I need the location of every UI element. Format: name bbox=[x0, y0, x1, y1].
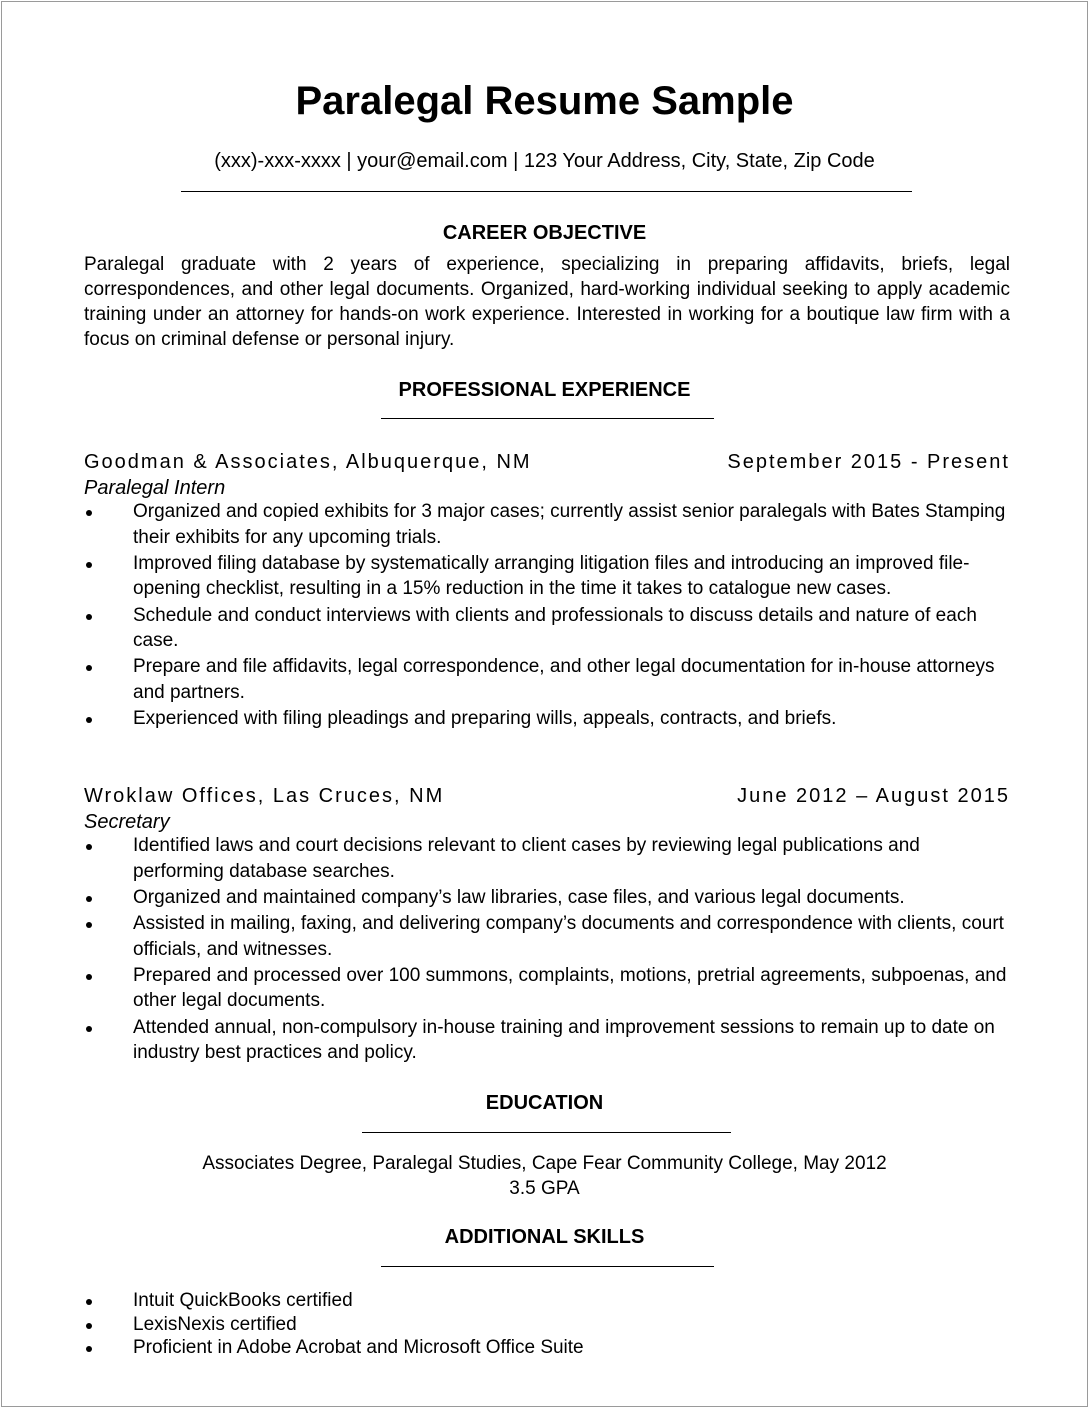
bullet-text: Improved filing database by systematically arranging litigation files and introducing an improved file-opening checklist, resulting in a 15% reduction in the time it takes to catalogue new cases. bbox=[133, 552, 970, 600]
bullet-icon bbox=[86, 1323, 92, 1329]
bullet-text: Attended annual, non-compulsory in-house training and improvement sessions to remain up to date on industry best practices and policy. bbox=[133, 1016, 995, 1064]
bullet-text: Schedule and conduct interviews with clients and professionals to discuss details and nature of each case. bbox=[133, 604, 977, 652]
skill-text: LexisNexis certified bbox=[133, 1313, 297, 1335]
contact-line: (xxx)-xxx-xxxx | your@email.com | 123 Your Address, City, State, Zip Code bbox=[214, 150, 875, 172]
bullet-icon bbox=[86, 844, 92, 850]
skill-text: Proficient in Adobe Acrobat and Microsoft Office Suite bbox=[133, 1337, 584, 1358]
education-heading-underline bbox=[362, 1132, 731, 1133]
list-item bbox=[84, 1336, 1010, 1360]
bullet-icon bbox=[86, 510, 92, 516]
professional-experience-heading: PROFESSIONAL EXPERIENCE bbox=[398, 379, 691, 401]
job-header bbox=[84, 449, 1010, 475]
experience-heading-underline bbox=[381, 418, 714, 419]
bullet-icon bbox=[86, 896, 92, 902]
job-company: Wroklaw Offices, Las Cruces, NM bbox=[84, 785, 445, 807]
job-company: Goodman & Associates, Albuquerque, NM bbox=[84, 451, 532, 473]
job-header bbox=[84, 783, 1010, 809]
list-item bbox=[84, 551, 1010, 602]
bullet-text: Assisted in mailing, faxing, and delivering company’s documents and correspondence with clients, court officials, and witnesses. bbox=[133, 912, 1004, 960]
education-heading: EDUCATION bbox=[485, 1092, 604, 1114]
skills-list bbox=[84, 1289, 1010, 1360]
bullet-icon bbox=[86, 1299, 92, 1305]
education-gpa: 3.5 GPA bbox=[509, 1178, 580, 1199]
bullet-icon bbox=[86, 665, 92, 671]
skill-text: Intuit QuickBooks certified bbox=[133, 1290, 353, 1311]
career-objective-heading: CAREER OBJECTIVE bbox=[442, 222, 647, 244]
page-title: Paralegal Resume Sample bbox=[295, 79, 794, 123]
bullet-text: Organized and maintained company’s law libraries, case files, and various legal documents. bbox=[133, 886, 905, 908]
job-bullet-list bbox=[84, 833, 1010, 1066]
additional-skills-heading: ADDITIONAL SKILLS bbox=[444, 1226, 645, 1248]
resume-page bbox=[1, 1, 1088, 1407]
bullet-text: Organized and copied exhibits for 3 major cases; currently assist senior paralegals with Bates Stamping their exhibits for any upcoming trials. bbox=[133, 501, 1006, 548]
list-item bbox=[84, 1313, 1010, 1337]
job-role: Secretary bbox=[84, 811, 170, 833]
bullet-icon bbox=[86, 1026, 92, 1032]
bullet-text: Prepared and processed over 100 summons, complaints, motions, pretrial agreements, subpoenas, and other legal documents. bbox=[133, 964, 1007, 1012]
header-divider bbox=[181, 191, 912, 192]
job-dates: June 2012 – August 2015 bbox=[737, 785, 1010, 807]
bullet-icon bbox=[86, 614, 92, 620]
career-objective-text: Paralegal graduate with 2 years of experience, specializing in preparing affidavits, briefs, legal correspondences, and other legal documents. Organized, hard-working individual seeking to apply academic training under an attorney for hands-on work experience. Interested in working for a boutique law firm with a focus on criminal defense or personal injury. bbox=[84, 254, 1010, 350]
bullet-icon bbox=[86, 717, 92, 723]
skills-heading-underline bbox=[381, 1266, 714, 1267]
bullet-icon bbox=[86, 974, 92, 980]
list-item bbox=[84, 911, 1010, 962]
list-item bbox=[84, 833, 1010, 884]
job-bullet-list bbox=[84, 499, 1010, 732]
bullet-text: Experienced with filing pleadings and preparing wills, appeals, contracts, and briefs. bbox=[133, 708, 837, 730]
list-item bbox=[84, 885, 1010, 911]
list-item bbox=[84, 499, 1010, 550]
bullet-icon bbox=[86, 922, 92, 928]
list-item bbox=[84, 1289, 1010, 1313]
education-degree: Associates Degree, Paralegal Studies, Cape Fear Community College, May 2012 bbox=[202, 1153, 887, 1174]
job-role: Paralegal Intern bbox=[84, 477, 226, 499]
list-item bbox=[84, 654, 1010, 705]
list-item bbox=[84, 603, 1010, 654]
bullet-icon bbox=[86, 562, 92, 568]
list-item bbox=[84, 1015, 1010, 1066]
job-dates: September 2015 - Present bbox=[727, 451, 1010, 473]
bullet-text: Prepare and file affidavits, legal correspondence, and other legal documentation for in-house attorneys and partners. bbox=[133, 656, 995, 703]
list-item bbox=[84, 706, 1010, 732]
list-item bbox=[84, 963, 1010, 1014]
bullet-text: Identified laws and court decisions relevant to client cases by reviewing legal publications and performing database searches. bbox=[133, 835, 920, 882]
bullet-icon bbox=[86, 1346, 92, 1352]
